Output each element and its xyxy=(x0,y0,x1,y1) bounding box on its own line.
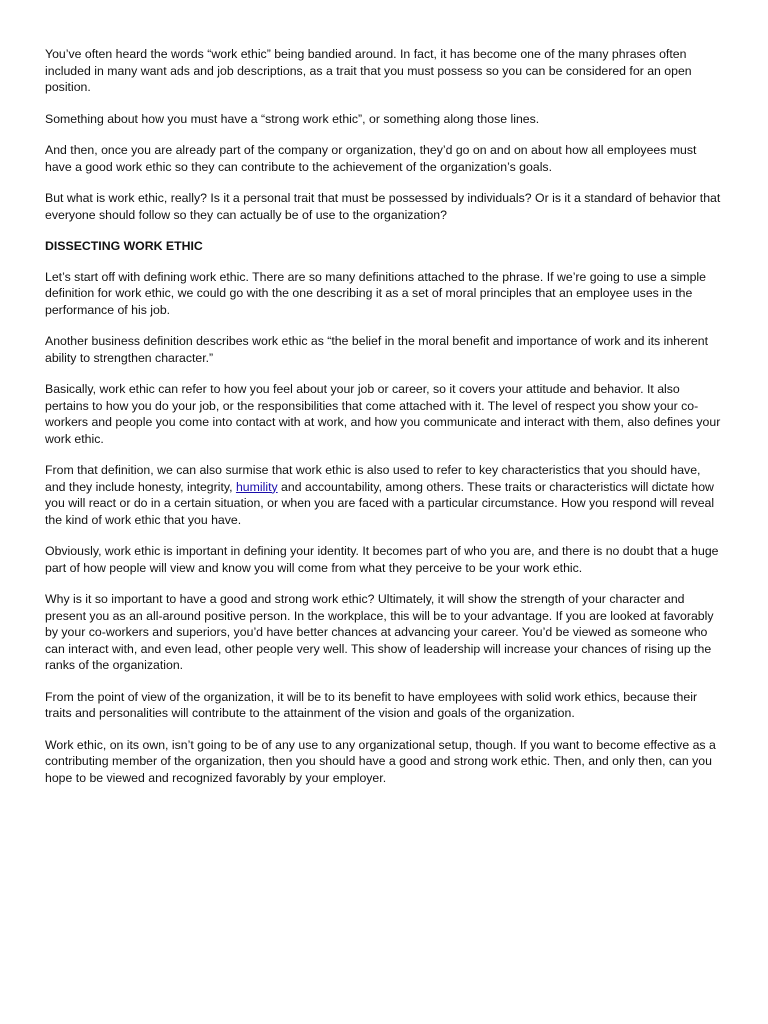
document-page xyxy=(45,46,721,801)
section-paragraph-3: Basically, work ethic can refer to how you feel about your job or career, so it covers your attitude and behavior. It also pertains to how you do your job, or the responsibilities that come attached with it. The level of respect you show your co-workers and people you come into contact with at work, and how you communicate and interact with them, also defines your work ethic. xyxy=(45,382,721,446)
paragraph-text: From that definition, we can also surmise that work ethic is also used to refer to key characteristics that you should have, and they include honesty, integrity, xyxy=(45,463,701,494)
intro-paragraph-4: But what is work ethic, really? Is it a personal trait that must be possessed by individuals? Or is it a standard of behavior that everyone should follow so they can actually be of use to the organization? xyxy=(45,191,721,222)
intro-paragraph-3: And then, once you are already part of the company or organization, they’d go on and on about how all employees must have a good work ethic so they can contribute to the achievement of the organization’s goals. xyxy=(45,143,697,174)
intro-paragraph-1: You’ve often heard the words “work ethic” being bandied around. In fact, it has become one of the many phrases often included in many want ads and job descriptions, as a trait that you must possess so you can be considered for an open position. xyxy=(45,47,692,94)
section-paragraph-5: Obviously, work ethic is important in defining your identity. It becomes part of who you are, and there is no doubt that a huge part of how people will view and know you will come from what they perceive to be your work ethic. xyxy=(45,544,719,575)
section-paragraph-8: Work ethic, on its own, isn’t going to be of any use to any organizational setup, though. If you want to become effective as a contributing member of the organization, then you should have a good and strong work ethic. Then, and only then, can you hope to be viewed and recognized favorably by your employer. xyxy=(45,737,716,785)
section-paragraph-6: Why is it so important to have a good and strong work ethic? Ultimately, it will show the strength of your character and present you as an all-around positive person. In the workplace, this will be to your advantage. If you are looked at favorably by your co-workers and superiors, you’d have better chances at advancing your career. You’d be viewed as someone who can interact with, and even lead, other people very well. This show of leadership will increase your chances of rising up the ranks of the organization. xyxy=(45,592,714,672)
section-paragraph-7: From the point of view of the organization, it will be to its benefit to have employees with solid work ethics, because their traits and personalities will contribute to the attainment of the vision and goals of the organization. xyxy=(45,689,698,720)
humility-link[interactable]: humility xyxy=(235,479,278,494)
section-paragraph-4 xyxy=(45,462,721,528)
section-heading: DISSECTING WORK ETHIC xyxy=(45,239,203,253)
intro-paragraph-2: Something about how you must have a “strong work ethic”, or something along those lines. xyxy=(45,111,540,126)
paragraph-text: and accountability, among others. These traits or characteristics will dictate how you will react or do in a certain situation, or when you are faced with a particular circumstance. How you respond will reveal the kind of work ethic that you have. xyxy=(45,479,715,527)
section-paragraph-1: Let’s start off with defining work ethic. There are so many definitions attached to the phrase. If we’re going to use a simple definition for work ethic, we could go with the one describing it as a set of moral principles that an employee uses in the performance of his job. xyxy=(45,269,706,317)
section-paragraph-2: Another business definition describes work ethic as “the belief in the moral benefit and importance of work and its inherent ability to strengthen character.” xyxy=(45,334,709,365)
